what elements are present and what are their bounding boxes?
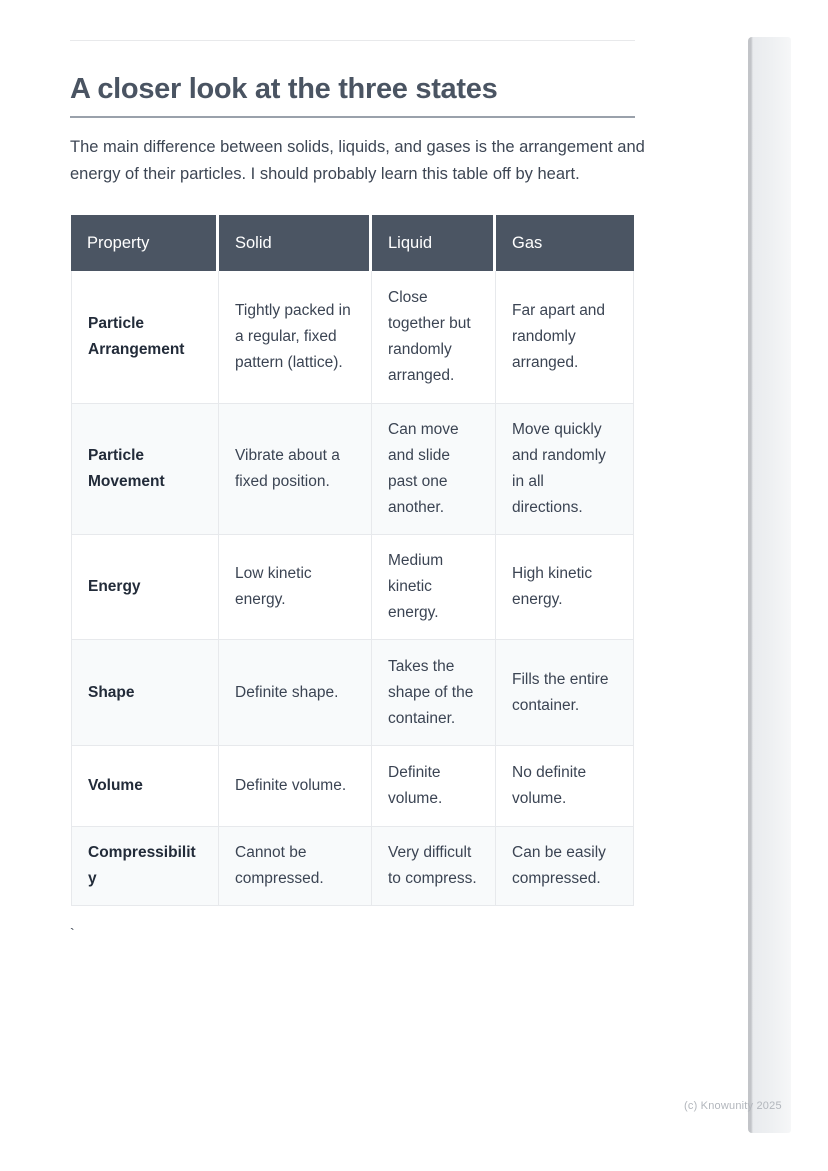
liquid-cell: Definite volume. [372, 746, 496, 827]
solid-cell: Cannot be compressed. [219, 827, 372, 906]
column-header-property: Property [71, 215, 219, 271]
intro-paragraph: The main difference between solids, liquids, and gases is the arrangement and energy of their particles. I should probably learn this table off by heart. [70, 138, 645, 183]
solid-cell: Definite volume. [219, 746, 372, 827]
table-header-row [71, 215, 634, 271]
table-row [71, 535, 634, 640]
property-cell: Particle Movement [71, 404, 219, 535]
table-row [71, 404, 634, 535]
page-title: A closer look at the three states [70, 73, 498, 105]
title-divider [70, 116, 635, 118]
table-row [71, 827, 634, 906]
solid-cell: Definite shape. [219, 640, 372, 746]
gas-cell: Far apart and randomly arranged. [496, 271, 634, 404]
next-page-edge [748, 37, 791, 1133]
property-cell: Shape [71, 640, 219, 746]
column-header-solid: Solid [219, 215, 372, 271]
table-row [71, 746, 634, 827]
gas-cell: Can be easily compressed. [496, 827, 634, 906]
property-cell: Particle Arrangement [71, 271, 219, 404]
liquid-cell: Takes the shape of the container. [372, 640, 496, 746]
table-row [71, 640, 634, 746]
column-header-liquid: Liquid [372, 215, 496, 271]
solid-cell: Vibrate about a fixed position. [219, 404, 372, 535]
solid-cell: Tightly packed in a regular, fixed pattern (lattice). [219, 271, 372, 404]
copyright-text: (c) Knowunity 2025 [684, 1100, 782, 1112]
liquid-cell: Very difficult to compress. [372, 827, 496, 906]
gas-cell: Fills the entire container. [496, 640, 634, 746]
liquid-cell: Medium kinetic energy. [372, 535, 496, 640]
liquid-cell: Close together but randomly arranged. [372, 271, 496, 404]
property-cell: Compressibility [71, 827, 219, 906]
gas-cell: High kinetic energy. [496, 535, 634, 640]
page-top-divider [70, 40, 635, 41]
property-cell: Energy [71, 535, 219, 640]
gas-cell: Move quickly and randomly in all directions. [496, 404, 634, 535]
states-comparison-table [71, 215, 634, 906]
table-row [71, 271, 634, 404]
solid-cell: Low kinetic energy. [219, 535, 372, 640]
stray-backtick: ` [70, 925, 75, 941]
liquid-cell: Can move and slide past one another. [372, 404, 496, 535]
property-cell: Volume [71, 746, 219, 827]
column-header-gas: Gas [496, 215, 634, 271]
gas-cell: No definite volume. [496, 746, 634, 827]
